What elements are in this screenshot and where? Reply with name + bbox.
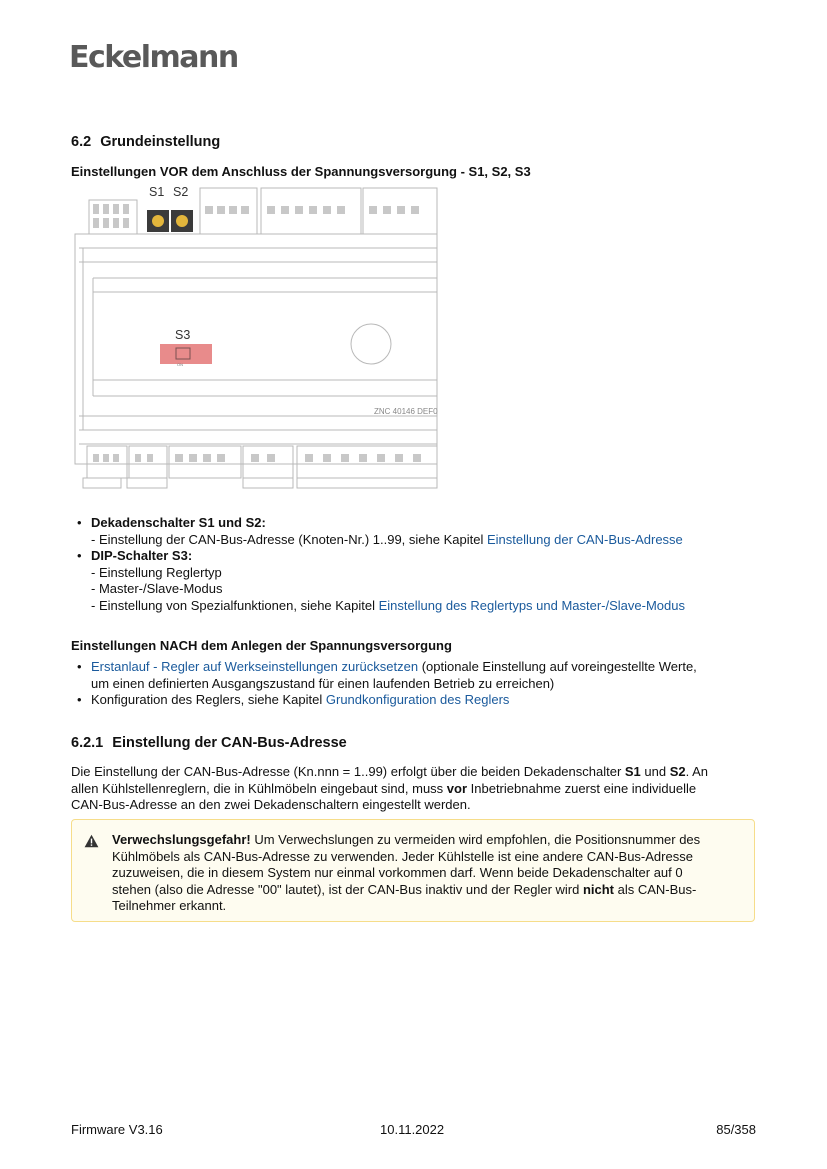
footer-date: 10.11.2022 <box>380 1122 445 1137</box>
section-title: Grundeinstellung <box>100 134 221 150</box>
warning-icon <box>84 834 99 848</box>
section-number: 6.2 <box>71 134 92 150</box>
label-s1: S1 <box>149 185 165 199</box>
controller-diagram <box>71 184 438 490</box>
dip-switch-s3-highlight <box>160 344 212 364</box>
can-bus-paragraph: Die Einstellung der CAN-Bus-Adresse (Kn.nnn = 1..99) erfolgt über die beiden Dekadenschalter S1 und S2. An allen Kühlstellenreglern, die in Kühlmöbeln eingebaut sind, muss vor Inbetriebnahme zuerst eine individuelle CAN-Bus-Adresse an den zwei Dekadenschaltern eingestellt werden. <box>71 764 709 813</box>
list-item: • Dekadenschalter S1 und S2: - Einstellung der CAN-Bus-Adresse (Knoten-Nr.) 1..99, siehe Kapitel Einstellung der CAN-Bus-Adresse <box>77 515 685 548</box>
link-basic-config[interactable]: Grundkonfiguration des Reglers <box>325 692 510 708</box>
section-heading <box>71 134 220 150</box>
list-item: • Konfiguration des Reglers, siehe Kapitel Grundkonfiguration des Reglers <box>77 692 697 709</box>
list-item: • DIP-Schalter S3: - Einstellung Reglertyp - Master-/Slave-Modus - Einstellung von Spezialfunktionen, siehe Kapitel Einstellung des Reglertyps und Master-/Slave-Modus <box>77 548 685 614</box>
board-marking: ZNC 40146 DEF0 <box>374 407 438 416</box>
after-power-heading: Einstellungen NACH dem Anlegen der Spannungsversorgung <box>71 638 452 653</box>
item-title: • DIP-Schalter S3: <box>91 548 193 564</box>
footer-firmware: Firmware V3.16 <box>71 1122 163 1137</box>
link-can-bus-address[interactable]: Einstellung der CAN-Bus-Adresse <box>486 531 683 547</box>
label-s2: S2 <box>173 185 189 199</box>
eckelmann-logo: Eckelmann <box>69 40 238 75</box>
before-power-list <box>77 515 685 615</box>
label-on: ON <box>177 362 183 367</box>
after-power-list <box>77 659 697 709</box>
subsection-number: 6.2.1 <box>71 735 104 751</box>
footer-page-number: 85/358 <box>716 1122 756 1137</box>
list-item: • Erstanlauf - Regler auf Werkseinstellungen zurücksetzen (optionale Einstellung auf voreingestellte Werte, um einen definierten Ausgangszustand für einen laufenden Betrieb zu erreichen) <box>77 659 697 692</box>
before-power-heading: Einstellungen VOR dem Anschluss der Spannungsversorgung - S1, S2, S3 <box>71 164 531 179</box>
warning-box <box>71 819 755 922</box>
warning-text: Verwechslungsgefahr! Um Verwechslungen zu vermeiden wird empfohlen, die Positionsnummer des Kühlmöbels als CAN-Bus-Adresse zu verwenden. Jeder Kühlstelle ist eine andere CAN-Bus-Adresse zuzuweisen, die in diesem System nur einmal vorkommen darf. Wenn beide Dekadenschalter auf 0 stehen (also die Adresse "00" lautet), ist der CAN-Bus inaktiv und der Regler wird nicht als CAN-Bus- Teilnehmer erkannt. <box>112 832 701 914</box>
item-title: • Dekadenschalter S1 und S2: <box>91 515 266 530</box>
subsection-title: Einstellung der CAN-Bus-Adresse <box>112 735 347 751</box>
link-controller-type[interactable]: Einstellung des Reglertyps und Master-/Slave-Modus <box>378 597 685 613</box>
link-first-start[interactable]: Erstanlauf - Regler auf Werkseinstellungen zurücksetzen <box>91 659 419 674</box>
subsection-heading <box>71 735 347 751</box>
label-s3: S3 <box>175 328 191 342</box>
